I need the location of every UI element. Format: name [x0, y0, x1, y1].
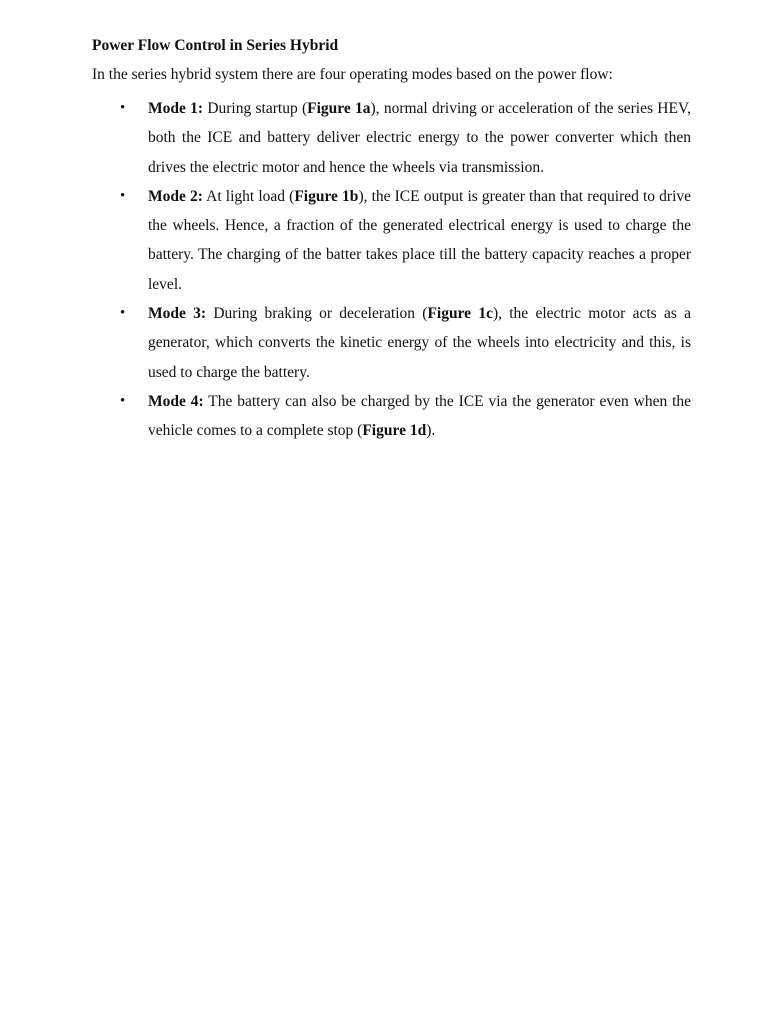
mode-item-2 — [120, 182, 691, 299]
mode-text: During startup ( — [203, 100, 308, 117]
mode-label: Mode 1: — [148, 100, 204, 117]
mode-text: The battery can also be charged by the ICE via the generator even when the vehicle comes to a complete stop ( — [148, 392, 692, 440]
mode-text: ), normal driving or acceleration of the series HEV, both the ICE and battery deliver electric energy to the power converter which then drives the electric motor and hence the wheels via transmission. — [148, 100, 691, 176]
mode-text: ), the ICE output is greater than that required to drive the wheels. Hence, a fraction of the generated electrical energy is used to charge the battery. The charging of the batter takes place till the battery capacity reaches a proper level. — [148, 187, 692, 293]
mode-text: At light load ( — [202, 187, 295, 205]
bullet-icon: • — [120, 305, 126, 322]
bullet-icon: • — [120, 392, 126, 409]
mode-text: ). — [426, 422, 436, 440]
mode-item-1 — [120, 94, 691, 182]
intro-paragraph: In the series hybrid system there are four operating modes based on the power flow: — [92, 66, 613, 83]
mode-label: Mode 3: — [148, 305, 207, 323]
section-heading: Power Flow Control in Series Hybrid — [92, 37, 339, 54]
bullet-icon: • — [120, 187, 126, 204]
figure-reference: Figure 1c — [427, 305, 493, 323]
mode-label: Mode 2: — [148, 187, 203, 205]
figure-reference: Figure 1a — [307, 100, 371, 117]
mode-text: ), the electric motor acts as a generator, which converts the kinetic energy of the wheels into electricity and this, is used to charge the battery. — [148, 305, 691, 381]
mode-text: During braking or deceleration ( — [206, 305, 428, 323]
mode-item-3 — [120, 299, 691, 387]
mode-list — [120, 94, 691, 446]
mode-label: Mode 4: — [148, 392, 204, 410]
bullet-icon: • — [120, 100, 126, 116]
mode-item-4 — [120, 387, 691, 446]
figure-reference: Figure 1b — [294, 187, 359, 205]
figure-reference: Figure 1d — [362, 422, 427, 440]
